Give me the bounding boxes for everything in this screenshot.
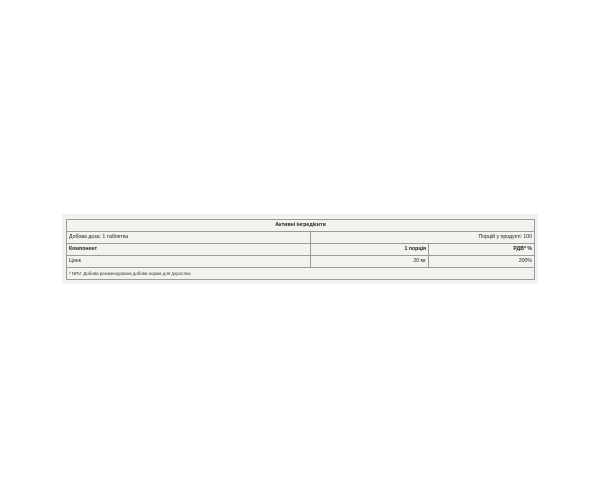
daily-dose: Добова доза: 1 таблетка bbox=[67, 232, 311, 244]
table-row bbox=[67, 256, 535, 268]
row-component: Цинк bbox=[67, 256, 311, 268]
footnote-row bbox=[67, 268, 535, 280]
header-component: Компонент bbox=[67, 244, 311, 256]
table-header-row bbox=[67, 244, 535, 256]
header-nrv: РДВ* % bbox=[429, 244, 535, 256]
row-amount: 20 мг bbox=[311, 256, 429, 268]
serving-info-row bbox=[67, 232, 535, 244]
nrv-footnote: * NRV: Добова рекомендована добова норма для дорослих bbox=[67, 268, 535, 280]
row-nrv: 200% bbox=[429, 256, 535, 268]
table-title-row bbox=[67, 220, 535, 232]
active-ingredients-table bbox=[66, 219, 535, 280]
servings-per-container: Порцій у продукті: 100 bbox=[311, 232, 535, 244]
header-per-serving: 1 порція bbox=[311, 244, 429, 256]
table-title: Активні інгредієнти bbox=[67, 220, 535, 232]
